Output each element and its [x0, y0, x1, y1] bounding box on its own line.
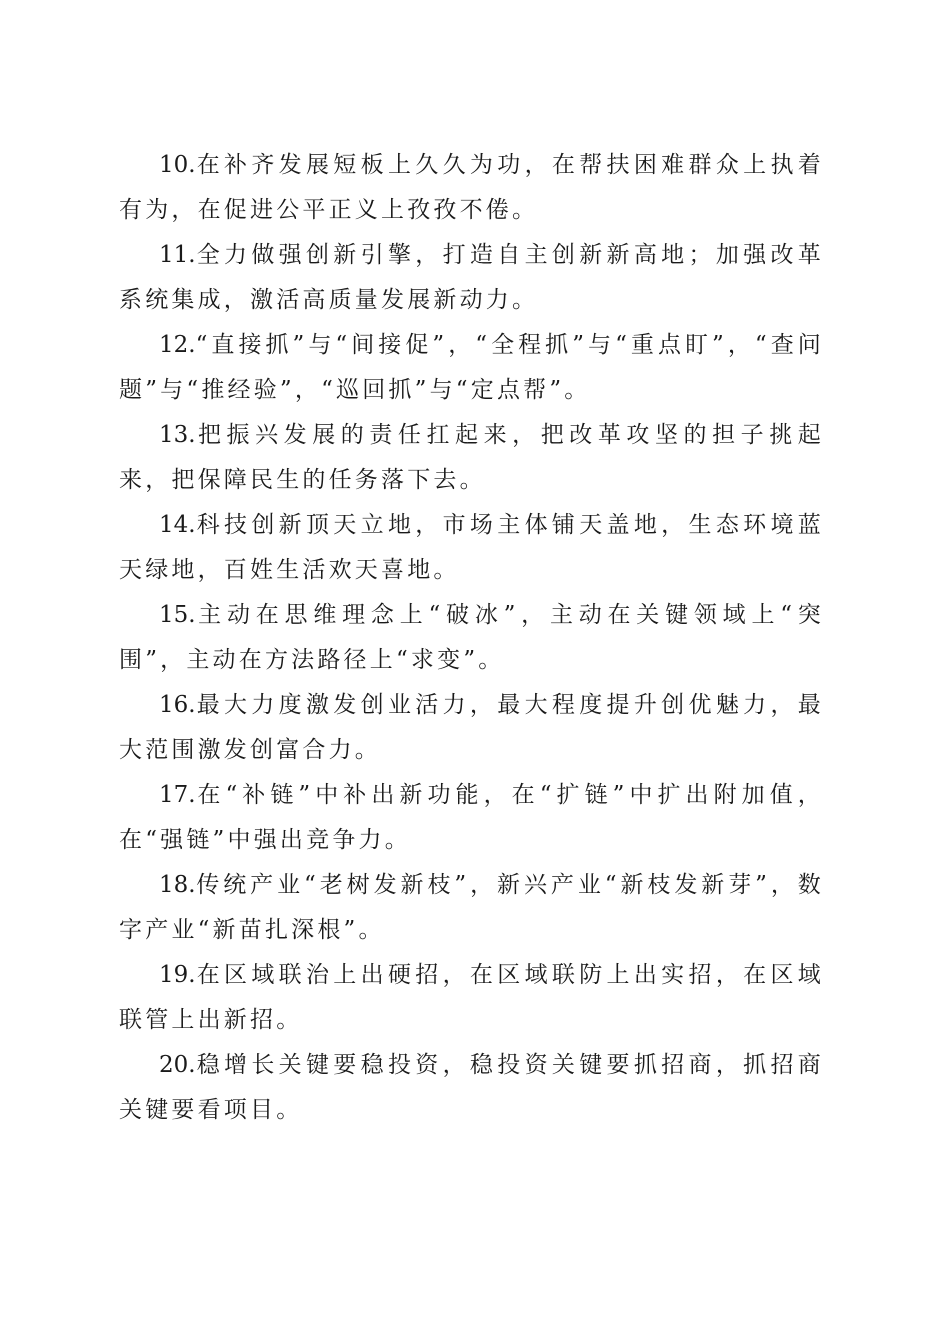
item-text: 全力做强创新引擎，打造自主创新新高地；加强改革系统集成，激活高质量发展新动力。	[119, 242, 824, 313]
item-number: 19.	[159, 962, 196, 988]
list-item	[119, 683, 824, 773]
item-number: 10.	[159, 152, 196, 178]
item-text: 最大力度激发创业活力，最大程度提升创优魅力，最大范围激发创富合力。	[119, 692, 824, 763]
item-text: 稳增长关键要稳投资，稳投资关键要抓招商，抓招商关键要看项目。	[119, 1052, 824, 1123]
item-text: 在“补链”中补出新功能，在“扩链”中扩出附加值，在“强链”中强出竞争力。	[119, 782, 824, 853]
list-item	[119, 773, 824, 863]
document-body	[119, 143, 824, 1133]
item-text: 科技创新顶天立地，市场主体铺天盖地，生态环境蓝天绿地，百姓生活欢天喜地。	[119, 512, 824, 583]
list-item	[119, 863, 824, 953]
list-item	[119, 143, 824, 233]
item-text: 在补齐发展短板上久久为功，在帮扶困难群众上执着有为，在促进公平正义上孜孜不倦。	[119, 152, 824, 223]
list-item	[119, 953, 824, 1043]
list-item	[119, 323, 824, 413]
item-number: 18.	[159, 872, 196, 898]
item-text: 把振兴发展的责任扛起来，把改革攻坚的担子挑起来，把保障民生的任务落下去。	[119, 422, 824, 493]
item-number: 11.	[159, 242, 196, 268]
item-number: 12.	[159, 332, 196, 358]
item-number: 13.	[159, 422, 196, 448]
list-item	[119, 413, 824, 503]
item-number: 20.	[159, 1052, 196, 1078]
list-item	[119, 593, 824, 683]
item-text: 主动在思维理念上“破冰”，主动在关键领域上“突围”，主动在方法路径上“求变”。	[119, 602, 824, 673]
item-number: 14.	[159, 512, 196, 538]
list-item	[119, 233, 824, 323]
item-number: 16.	[159, 692, 196, 718]
item-number: 17.	[159, 782, 196, 808]
item-text: “直接抓”与“间接促”，“全程抓”与“重点盯”，“查问题”与“推经验”，“巡回抓”与“定点帮”。	[119, 332, 824, 403]
item-text: 传统产业“老树发新枝”，新兴产业“新枝发新芽”，数字产业“新苗扎深根”。	[119, 872, 824, 943]
item-text: 在区域联治上出硬招，在区域联防上出实招，在区域联管上出新招。	[119, 962, 824, 1033]
list-item	[119, 503, 824, 593]
item-number: 15.	[159, 602, 196, 628]
list-item	[119, 1043, 824, 1133]
